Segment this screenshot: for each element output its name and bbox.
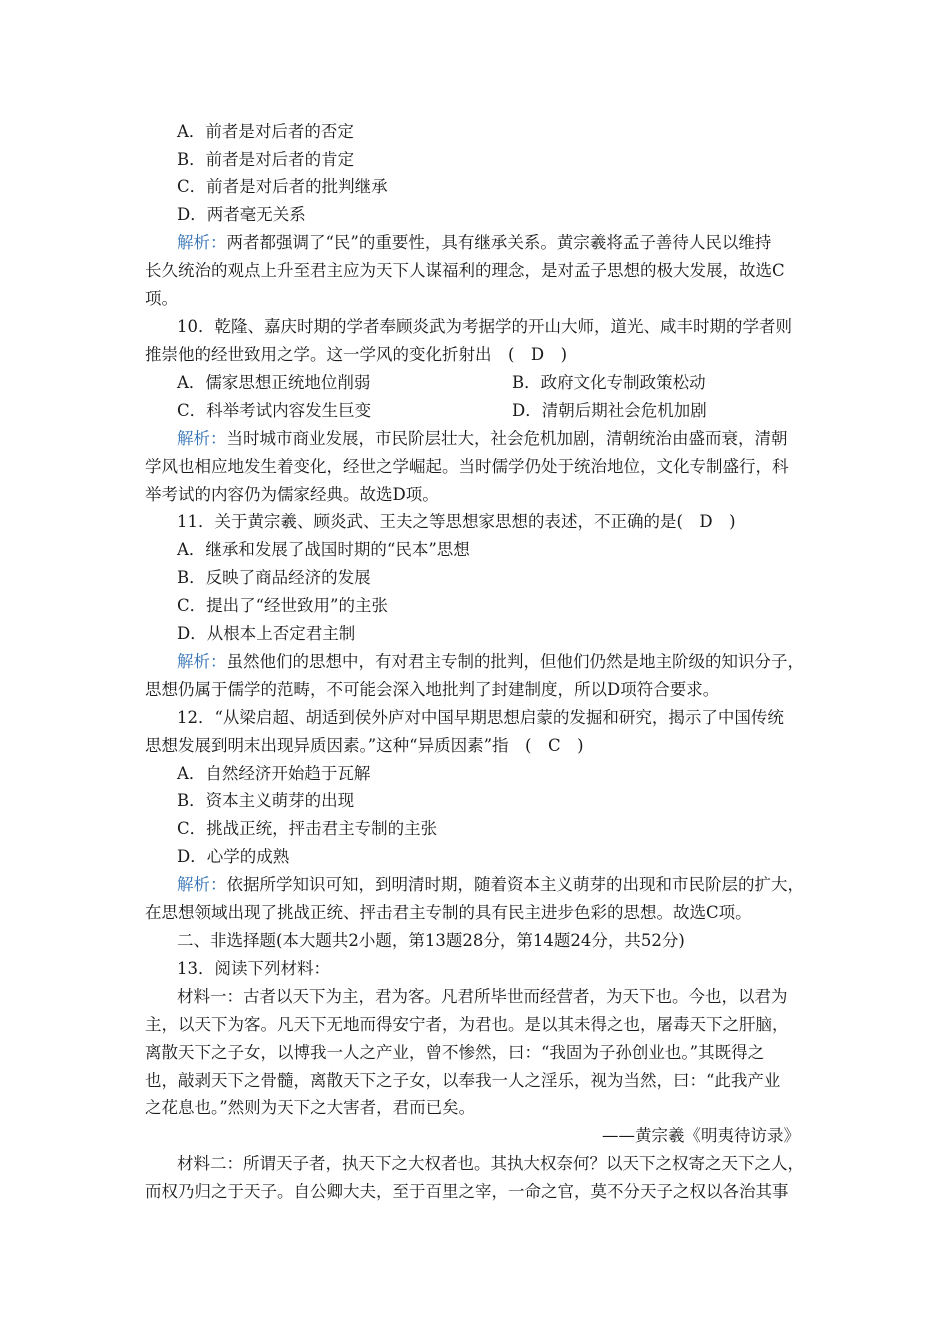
q12-option-b: B．资本主义萌芽的出现 bbox=[177, 791, 355, 810]
q11-option-b: B．反映了商品经济的发展 bbox=[177, 568, 371, 587]
explanation-label: 解析： bbox=[177, 233, 227, 252]
q12-explanation-line: 在思想领域出现了挑战正统、抨击君主专制的具有民主进步色彩的思想。故选C项。 bbox=[145, 903, 752, 922]
q11-stem: 11．关于黄宗羲、顾炎武、王夫之等思想家思想的表述，不正确的是( D ) bbox=[177, 512, 736, 531]
material-1-line: 也，敲剥天下之骨髓，离散天下之子女，以奉我一人之淫乐，视为当然，曰：“此我产业 bbox=[145, 1071, 781, 1090]
q9-option-c: C．前者是对后者的批判继承 bbox=[177, 177, 388, 196]
q10-stem: 10．乾隆、嘉庆时期的学者奉顾炎武为考据学的开山大师，道光、咸丰时期的学者则 bbox=[177, 317, 792, 336]
material-2-line: 而权乃归之于天子。自公卿大夫，至于百里之宰，一命之官，莫不分天子之权以各治其事 bbox=[145, 1182, 789, 1201]
q9-explanation-line: 长久统治的观点上升至君主应为天下人谋福利的理念，是对孟子思想的极大发展，故选C bbox=[145, 261, 785, 280]
q10-explanation-line: 学风也相应地发生着变化，经世之学崛起。当时儒学仍处于统治地位，文化专制盛行，科 bbox=[145, 457, 789, 476]
material-2-line: 材料二：所谓天子者，执天下之大权者也。其执大权奈何？以天下之权寄之天下之人， bbox=[177, 1154, 804, 1173]
q11-explanation-line: 解析：虽然他们的思想中，有对君主专制的批判，但他们仍然是地主阶级的知识分子， bbox=[177, 652, 804, 671]
q11-explanation-line: 思想仍属于儒学的范畴，不可能会深入地批判了封建制度，所以D项符合要求。 bbox=[145, 680, 720, 699]
q12-explanation-line: 解析：依据所学知识可知，到明清时期，随着资本主义萌芽的出现和市民阶层的扩大， bbox=[177, 875, 804, 894]
explanation-label: 解析： bbox=[177, 875, 227, 894]
q9-explanation-line: 项。 bbox=[145, 289, 178, 308]
q9-option-d: D．两者毫无关系 bbox=[177, 205, 306, 224]
explanation-label: 解析： bbox=[177, 429, 227, 448]
q10-option-c: C．科举考试内容发生巨变 bbox=[177, 401, 372, 420]
material-1-line: 离散天下之子女，以博我一人之产业，曾不惨然，曰：“我固为子孙创业也。”其既得之 bbox=[145, 1043, 765, 1062]
section-heading: 二、非选择题(本大题共2小题，第13题28分，第14题24分，共52分) bbox=[177, 931, 685, 950]
q12-stem: 12．“从梁启超、胡适到侯外庐对中国早期思想启蒙的发掘和研究，揭示了中国传统 bbox=[177, 708, 784, 727]
material-1-line: 之花息也。”然则为天下之大害者，君而已矣。 bbox=[145, 1098, 476, 1117]
q12-option-a: A．自然经济开始趋于瓦解 bbox=[177, 764, 371, 783]
q10-option-d: D．清朝后期社会危机加剧 bbox=[512, 401, 707, 420]
q10-explanation-line: 解析：当时城市商业发展，市民阶层壮大，社会危机加剧，清朝统治由盛而衰，清朝 bbox=[177, 429, 788, 448]
q9-option-b: B．前者是对后者的肯定 bbox=[177, 150, 355, 169]
material-1-line: 材料一：古者以天下为主，君为客。凡君所毕世而经营者，为天下也。今也，以君为 bbox=[177, 987, 788, 1006]
q13-stem: 13．阅读下列材料： bbox=[177, 959, 330, 978]
material-1-line: 主，以天下为客。凡天下无地而得安宁者，为君也。是以其未得之也，屠毒天下之肝脑， bbox=[145, 1015, 789, 1034]
q12-option-c: C．挑战正统，抨击君主专制的主张 bbox=[177, 819, 438, 838]
material-1-source: ——黄宗羲《明夷待访录》 bbox=[602, 1126, 800, 1145]
q11-option-d: D．从根本上否定君主制 bbox=[177, 624, 356, 643]
explanation-label: 解析： bbox=[177, 652, 227, 671]
q9-explanation-line: 解析：两者都强调了“民”的重要性，具有继承关系。黄宗羲将孟子善待人民以维持 bbox=[177, 233, 772, 252]
q12-option-d: D．心学的成熟 bbox=[177, 847, 290, 866]
q11-option-c: C．提出了“经世致用”的主张 bbox=[177, 596, 388, 615]
q10-explanation-line: 举考试的内容仍为儒家经典。故选D项。 bbox=[145, 485, 439, 504]
q11-option-a: A．继承和发展了战国时期的“民本”思想 bbox=[177, 540, 470, 559]
q10-stem: 推崇他的经世致用之学。这一学风的变化折射出 ( D ) bbox=[145, 345, 568, 364]
q10-option-a: A．儒家思想正统地位削弱 bbox=[177, 373, 371, 392]
q9-option-a: A．前者是对后者的否定 bbox=[177, 122, 354, 141]
q10-option-b: B．政府文化专制政策松动 bbox=[512, 373, 706, 392]
q12-stem: 思想发展到明末出现异质因素。”这种“异质因素”指 ( C ) bbox=[145, 736, 584, 755]
